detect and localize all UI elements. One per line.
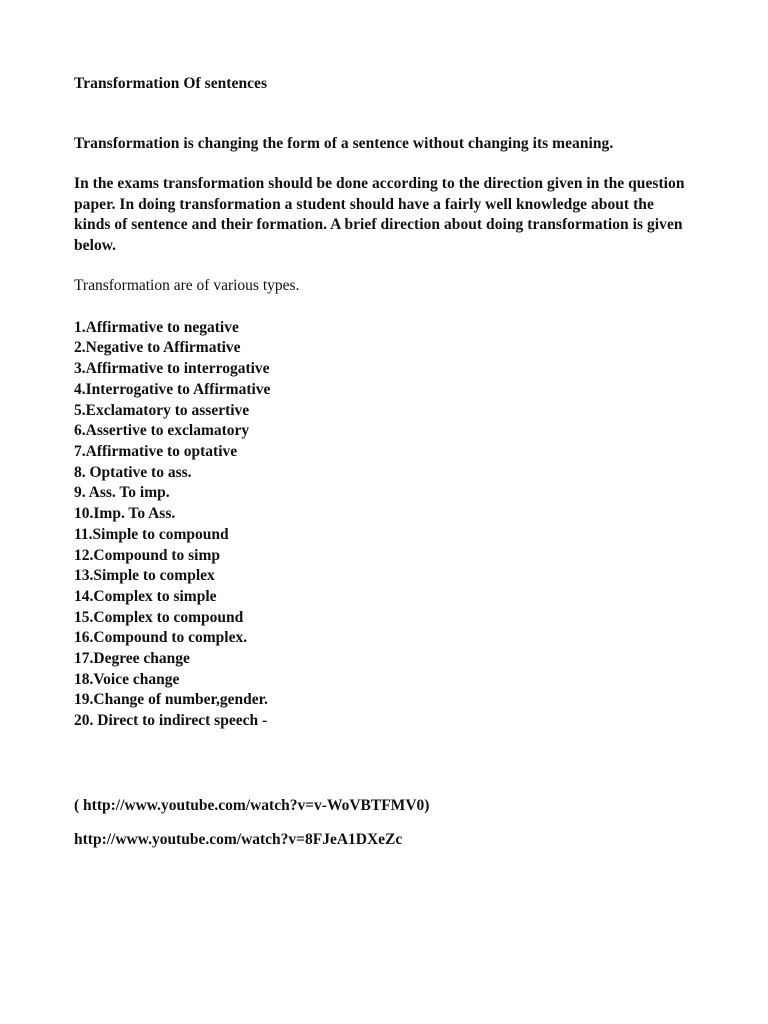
list-item: 12.Compound to simp xyxy=(74,546,220,564)
links-section xyxy=(74,796,694,850)
list-item: 5.Exclamatory to assertive xyxy=(74,401,250,419)
list-item: 19.Change of number,gender. xyxy=(74,691,268,709)
transformation-types-list xyxy=(74,318,694,732)
list-item: 9. Ass. To imp. xyxy=(74,484,170,502)
youtube-link-2[interactable]: http://www.youtube.com/watch?v=8FJeA1DXeZc xyxy=(74,830,403,848)
list-item: 18.Voice change xyxy=(74,670,180,688)
document-page xyxy=(74,74,694,850)
list-item: 17.Degree change xyxy=(74,650,190,668)
intro-paragraph: In the exams transformation should be done according to the direction given in the question paper. In doing transformation a student should have a fairly well knowledge about the kinds of sentence and their formation. A brief direction about doing transformation is given below. xyxy=(74,174,685,255)
list-item: 2.Negative to Affirmative xyxy=(74,339,241,357)
list-item: 8. Optative to ass. xyxy=(74,463,192,481)
list-item: 4.Interrogative to Affirmative xyxy=(74,380,271,398)
list-item: 6.Assertive to exclamatory xyxy=(74,422,250,440)
types-heading: Transformation are of various types. xyxy=(74,276,300,294)
list-item: 13.Simple to complex xyxy=(74,567,215,585)
list-item: 16.Compound to complex. xyxy=(74,629,248,647)
list-item: 15.Complex to compound xyxy=(74,608,244,626)
list-item: 1.Affirmative to negative xyxy=(74,318,239,336)
list-item: 11.Simple to compound xyxy=(74,525,229,543)
list-item: 14.Complex to simple xyxy=(74,587,217,605)
list-item: 20. Direct to indirect speech - xyxy=(74,712,268,730)
list-item: 7.Affirmative to optative xyxy=(74,443,238,460)
youtube-link-1[interactable]: ( http://www.youtube.com/watch?v=v-WoVBTFMV0) xyxy=(74,796,430,814)
definition-paragraph: Transformation is changing the form of a sentence without changing its meaning. xyxy=(74,135,614,152)
list-item: 3.Affirmative to interrogative xyxy=(74,360,270,378)
document-title: Transformation Of sentences xyxy=(74,75,268,92)
list-item: 10.Imp. To Ass. xyxy=(74,505,176,523)
